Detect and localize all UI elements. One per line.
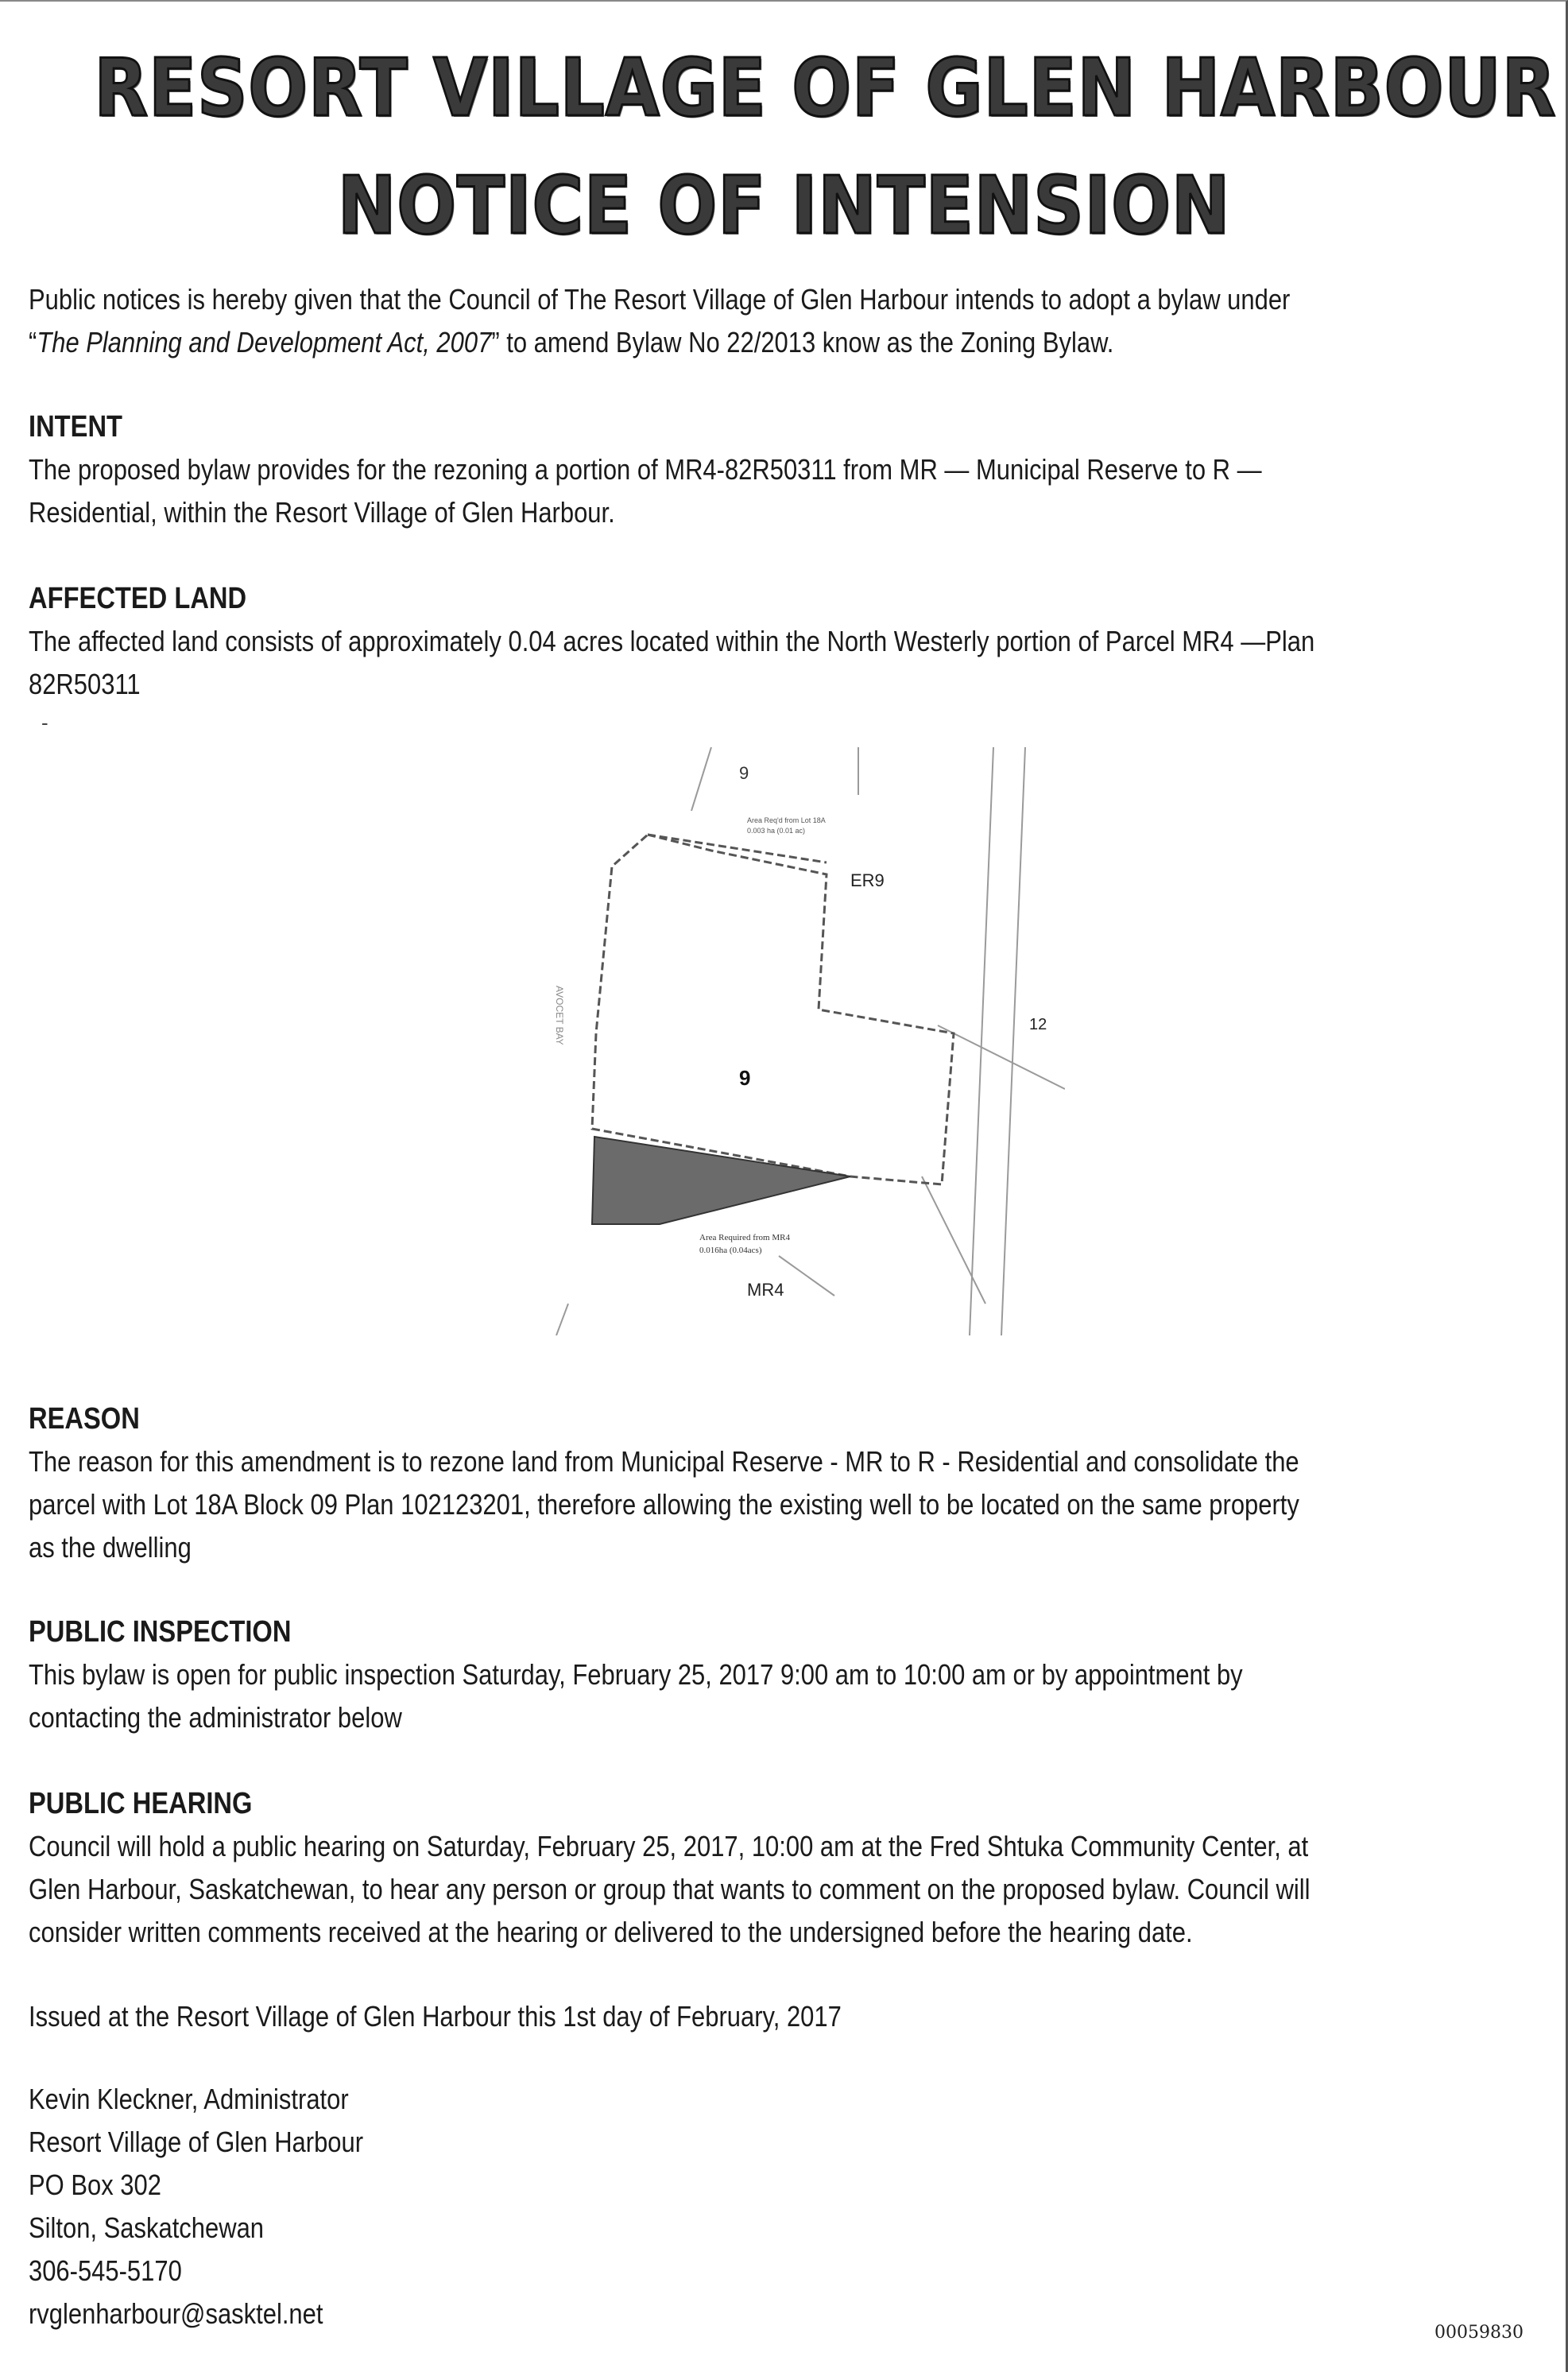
affected-land-heading: AFFECTED LAND — [29, 582, 247, 615]
site-plan-map — [509, 747, 1065, 1335]
document-number: 00059830 — [1434, 2323, 1523, 2343]
intent-heading: INTENT — [29, 410, 123, 444]
map-line-top-left — [691, 747, 711, 811]
signature-phone: 306-545-5170 — [29, 2254, 182, 2287]
public-hearing-section — [29, 1782, 1327, 1954]
issued-text: Issued at the Resort Village of Glen Harbour this 1st day of February, 2017 — [29, 2000, 842, 2033]
map-line-bottom-left — [556, 1304, 568, 1335]
signature-name: Kevin Kleckner, Administrator — [29, 2083, 349, 2115]
affected-land-section — [29, 577, 1327, 706]
public-inspection-body: This bylaw is open for public inspection Saturday, February 25, 2017 9:00 am to 10:00 am or by appointment by contacting the administrator below — [29, 1658, 1243, 1734]
map-annotation-top-size: 0.003 ha (0.01 ac) — [747, 827, 806, 835]
issued-line — [29, 1995, 1327, 2038]
reason-section — [29, 1397, 1327, 1569]
page-title: RESORT VILLAGE OF GLEN HARBOUR — [94, 41, 1557, 134]
signature-po-box: PO Box 302 — [29, 2169, 161, 2201]
intro-paragraph — [29, 278, 1327, 364]
map-leader-line — [779, 1256, 834, 1296]
stray-dash: - — [41, 711, 48, 734]
map-label-lot-main: 9 — [739, 1066, 751, 1090]
map-line-right-a — [970, 747, 993, 1335]
signature-block — [29, 2078, 363, 2335]
map-line-right-c — [938, 1025, 1065, 1089]
map-annotation-top-area: Area Req'd from Lot 18A — [747, 816, 826, 824]
intro-text-start: Public notices is hereby given that the Council of The Resort Village of Glen Harbour intends to adopt a bylaw under “ — [29, 283, 1291, 359]
map-line-right-b — [1001, 747, 1025, 1335]
reason-body: The reason for this amendment is to rezone land from Municipal Reserve - MR to R - Residential and consolidate the parcel with Lot 18A Block 09 Plan 102123201, therefore allowing the existing well to be located on the same property as the dwelling — [29, 1445, 1299, 1564]
intro-text-end: ” to amend Bylaw No 22/2013 know as the Zoning Bylaw. — [491, 326, 1114, 359]
lot-top-dashed — [648, 835, 827, 862]
map-annotation-area: Area Required from MR4 — [699, 1233, 790, 1242]
public-hearing-heading: PUBLIC HEARING — [29, 1787, 253, 1820]
lot-9-boundary — [592, 835, 954, 1184]
reason-heading: REASON — [29, 1402, 140, 1436]
act-name: The Planning and Development Act, 2007 — [37, 326, 492, 359]
signature-city: Silton, Saskatchewan — [29, 2211, 265, 2244]
intent-section — [29, 405, 1327, 534]
public-hearing-body: Council will hold a public hearing on Saturday, February 25, 2017, 10:00 am at the Fred Shtuka Community Center, at Glen Harbour, Saskatchewan, to hear any person or group that wants to comment on the proposed bylaw. Council will consider written comments received at the hearing or delivered to the undersigned before the hearing date. — [29, 1830, 1311, 1948]
map-label-12: 12 — [1029, 1016, 1047, 1033]
signature-org: Resort Village of Glen Harbour — [29, 2126, 364, 2158]
signature-email: rvglenharbour@sasktel.net — [29, 2297, 323, 2330]
intent-body: The proposed bylaw provides for the rezoning a portion of MR4-82R50311 from MR — Municipal Reserve to R —Residential, within the Resort Village of Glen Harbour. — [29, 453, 1262, 529]
map-label-road: AVOCET BAY — [554, 986, 565, 1045]
public-inspection-heading: PUBLIC INSPECTION — [29, 1615, 292, 1649]
affected-land-body: The affected land consists of approximately 0.04 acres located within the North Westerly portion of Parcel MR4 —Plan 82R50311 — [29, 625, 1315, 700]
area-required-fill — [592, 1137, 850, 1224]
map-label-er9: ER9 — [850, 870, 885, 890]
map-label-lot-top: 9 — [739, 763, 749, 783]
page-subtitle: NOTICE OF INTENSION — [337, 159, 1231, 252]
map-annotation-area-size: 0.016ha (0.04acs) — [699, 1246, 762, 1255]
public-inspection-section — [29, 1610, 1327, 1739]
map-label-mr4: MR4 — [747, 1280, 784, 1300]
